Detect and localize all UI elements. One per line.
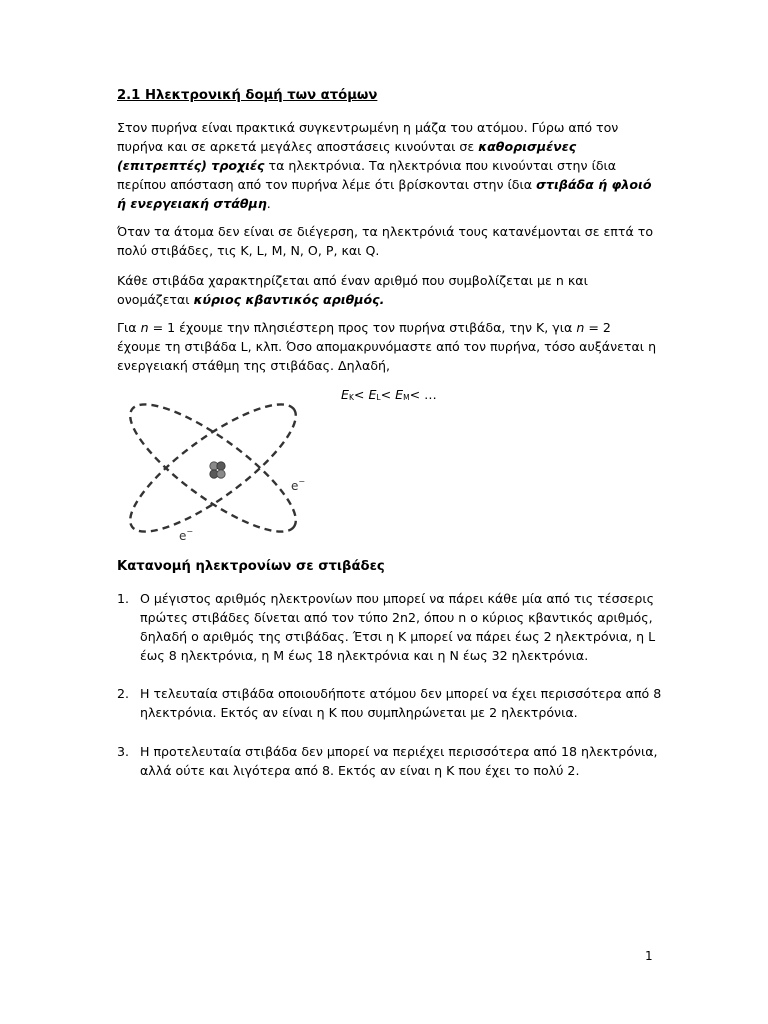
- p4-n-2: n: [576, 320, 585, 335]
- list-number: 2.: [117, 686, 130, 701]
- p4-text-b: = 1 έχουμε την πλησιέστερη προς τον πυρήνα στιβάδα, την K, για: [148, 320, 577, 335]
- electron-label: e−: [291, 477, 306, 493]
- less-than: <: [380, 387, 396, 402]
- energy-relation: [341, 387, 437, 402]
- page-number: 1: [645, 949, 653, 963]
- list-item: [117, 742, 662, 780]
- subheading: Κατανομή ηλεκτρονίων σε στιβάδες: [117, 559, 385, 574]
- p3-text-a: Κάθε στιβάδα χαρακτηρίζεται από έναν αριθμό που συμβολίζεται με n και ονομάζεται: [117, 273, 588, 307]
- p4-text-a: Για: [117, 320, 141, 335]
- energy-symbol: E: [395, 387, 404, 402]
- energy-subscript: K: [348, 393, 354, 402]
- p1-text-c: τα ηλεκτρόνια. Τα ηλεκτρόνια που κινούνται στην ίδια περίπου απόσταση από τον πυρήνα λέμε ότι βρίσκονται στην ίδια: [117, 158, 617, 192]
- list-item-text: Η τελευταία στιβάδα οποιουδήποτε ατόμου δεν μπορεί να έχει περισσότερα από 8 ηλεκτρόνια. Εκτός αν είναι η K που συμπληρώνεται με 2 ηλεκτρόνια.: [140, 686, 662, 720]
- paragraph-energy: [117, 318, 657, 375]
- atom-diagram: [118, 385, 308, 550]
- less-than: <: [353, 387, 369, 402]
- p1-emph-shell: στιβάδα ή φλοιό ή ενεργειακή στάθμη: [117, 177, 652, 211]
- section-heading: 2.1 Ηλεκτρονική δομή των ατόμων: [117, 88, 378, 103]
- energy-subscript: M: [403, 393, 410, 402]
- electron-label: e−: [179, 527, 194, 543]
- energy-subscript: L: [376, 393, 381, 402]
- less-than-ellipsis: < …: [409, 387, 437, 402]
- p1-text-e: .: [266, 196, 271, 211]
- p2-text: Όταν τα άτομα δεν είναι σε διέγερση, τα ηλεκτρόνιά τους κατανέμονται σε επτά το πολύ στιβάδες, τις K, L, M, N, O, P, και Q.: [117, 224, 654, 258]
- list-item: [117, 684, 662, 722]
- energy-symbol: E: [341, 387, 349, 402]
- p1-text-a: Στον πυρήνα είναι πρακτικά συγκεντρωμένη η μάζα του ατόμου. Γύρω από τον πυρήνα και σε αρκετά μεγάλες αποστάσεις κινούνται σε: [117, 120, 619, 154]
- paragraph-shells: [117, 222, 657, 260]
- list-item-text: Ο μέγιστος αριθμός ηλεκτρονίων που μπορεί να πάρει κάθε μία από τις τέσσερις πρώτες στιβάδες δίνεται από τον τύπο 2n2, όπου n ο κύριος κβαντικός αριθμός, δηλαδή ο αριθμός της στιβάδας. Έτσι η K μπορεί να πάρει έως 2 ηλεκτρόνια, η L έως 8 ηλεκτρόνια, η M έως 18 ηλεκτρόνια και η N έως 32 ηλεκτρόνια.: [140, 591, 656, 663]
- list-item-text: Η προτελευταία στιβάδα δεν μπορεί να περιέχει περισσότερα από 18 ηλεκτρόνια, αλλά ούτε και λιγότερα από 8. Εκτός αν είναι η K που έχει το πολύ 2.: [140, 744, 658, 778]
- list-item: [117, 589, 662, 665]
- p1-emph-orbits: καθορισμένες (επιτρεπτές) τροχιές: [117, 139, 577, 173]
- p3-emph-quantum: κύριος κβαντικός αριθμός.: [193, 292, 385, 307]
- list-number: 3.: [117, 744, 130, 759]
- p4-text-c: = 2 έχουμε τη στιβάδα L, κλπ. Όσο απομακρυνόμαστε από τον πυρήνα, τόσο αυξάνεται η ενεργειακή στάθμη της στιβάδας. Δηλαδή,: [117, 320, 657, 373]
- paragraph-nucleus: [117, 118, 657, 213]
- energy-symbol: E: [368, 387, 377, 402]
- nucleus-icon: [210, 462, 225, 478]
- p4-n-1: n: [140, 320, 149, 335]
- paragraph-quantum-number: [117, 271, 657, 309]
- list-number: 1.: [117, 591, 130, 606]
